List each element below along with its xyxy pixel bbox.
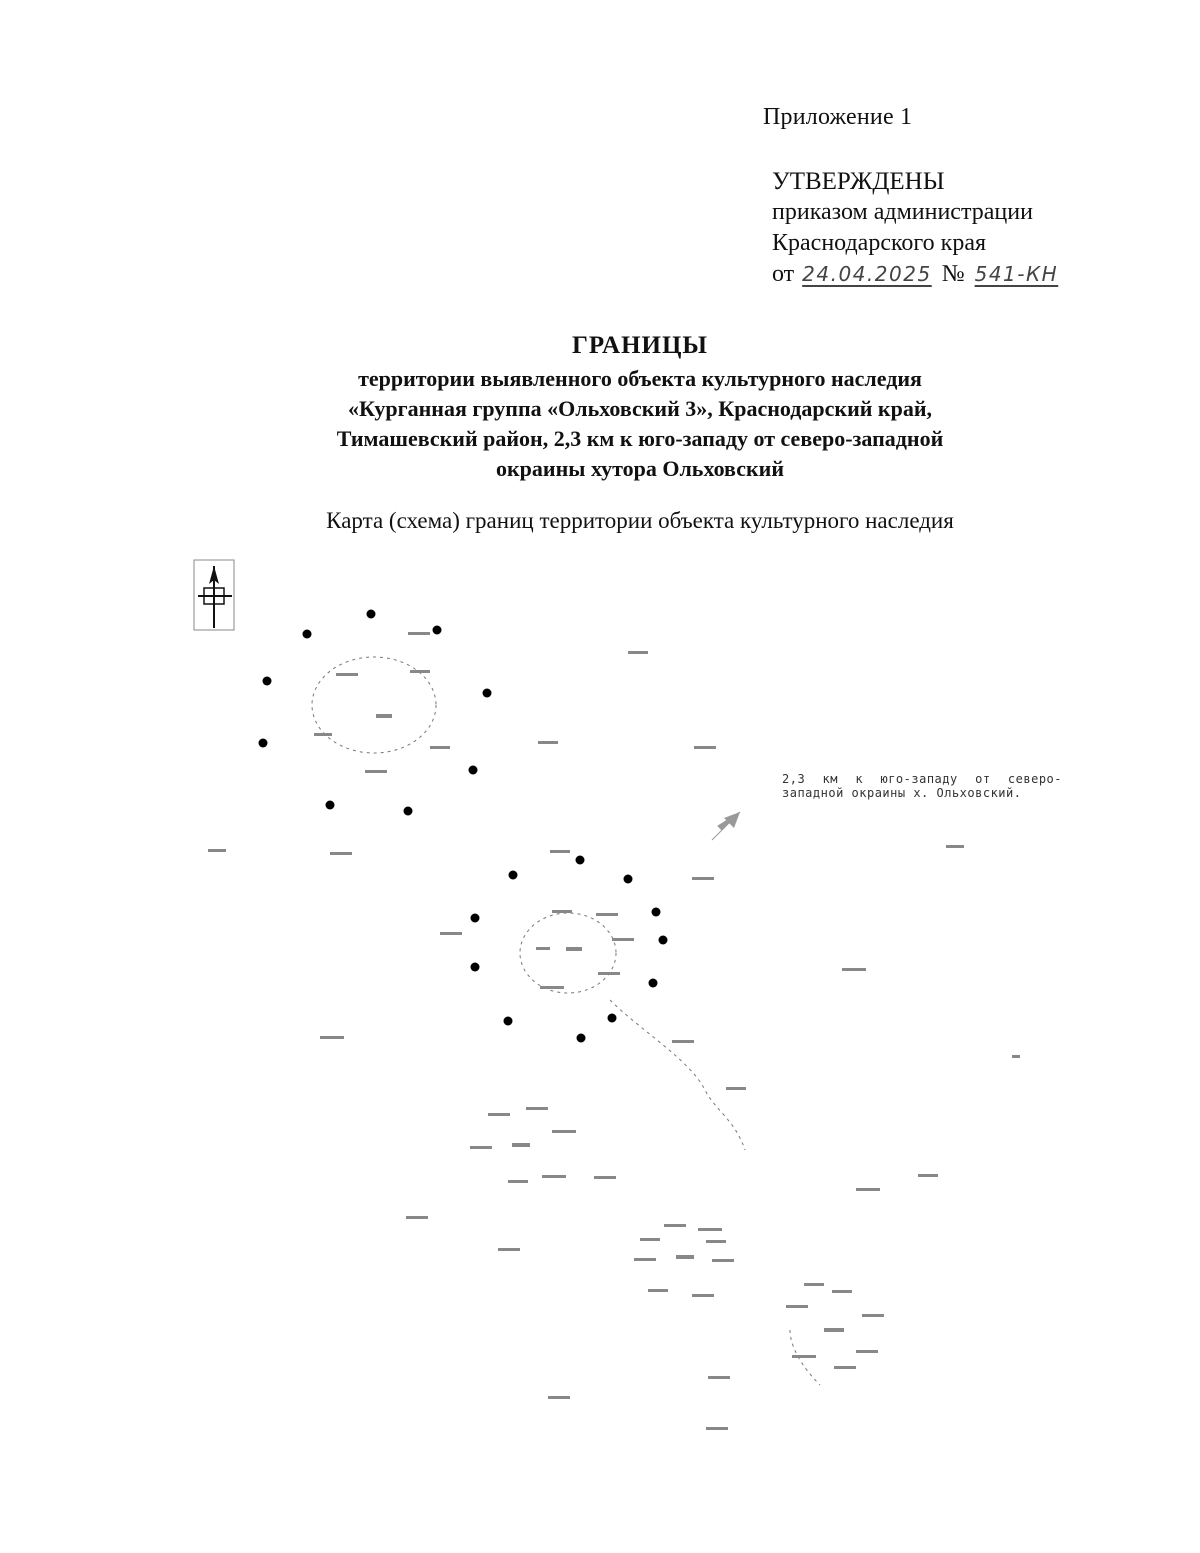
elevation-marks [208,632,1020,1430]
document-title: ГРАНИЦЫ [572,332,708,359]
mound-outlines [312,657,820,1385]
approved-by-line-2: Краснодарского края [772,230,987,256]
date-prefix: от [772,261,795,287]
approved-by-line-1: приказом администрации [772,199,1033,225]
title-line-2: «Курганная группа «Ольховский 3», Краснодарский край, [347,396,933,421]
handwritten-order-number: 541-КН [974,262,1059,286]
title-line-3: Тимашевский район, 2,3 км к юго-западу от северо-западной [336,426,944,451]
title-line-1: территории выявленного объекта культурного наследия [358,366,922,391]
title-line-4: окраины хутора Ольховский [496,456,784,481]
location-arrow-icon [712,812,740,840]
boundary-points-north [259,610,492,816]
annex-label: Приложение 1 [763,104,913,130]
number-prefix: № [941,261,965,287]
handwritten-date: 24.04.2025 [802,262,932,286]
approved-heading: УТВЕРЖДЕНЫ [772,168,945,195]
north-arrow-icon [194,560,234,630]
map-location-note: 2,3 км к юго-западу от северо-западной окраины х. Ольховский. [782,772,1062,800]
map-caption: Карта (схема) границ территории объекта культурного наследия [326,508,954,533]
